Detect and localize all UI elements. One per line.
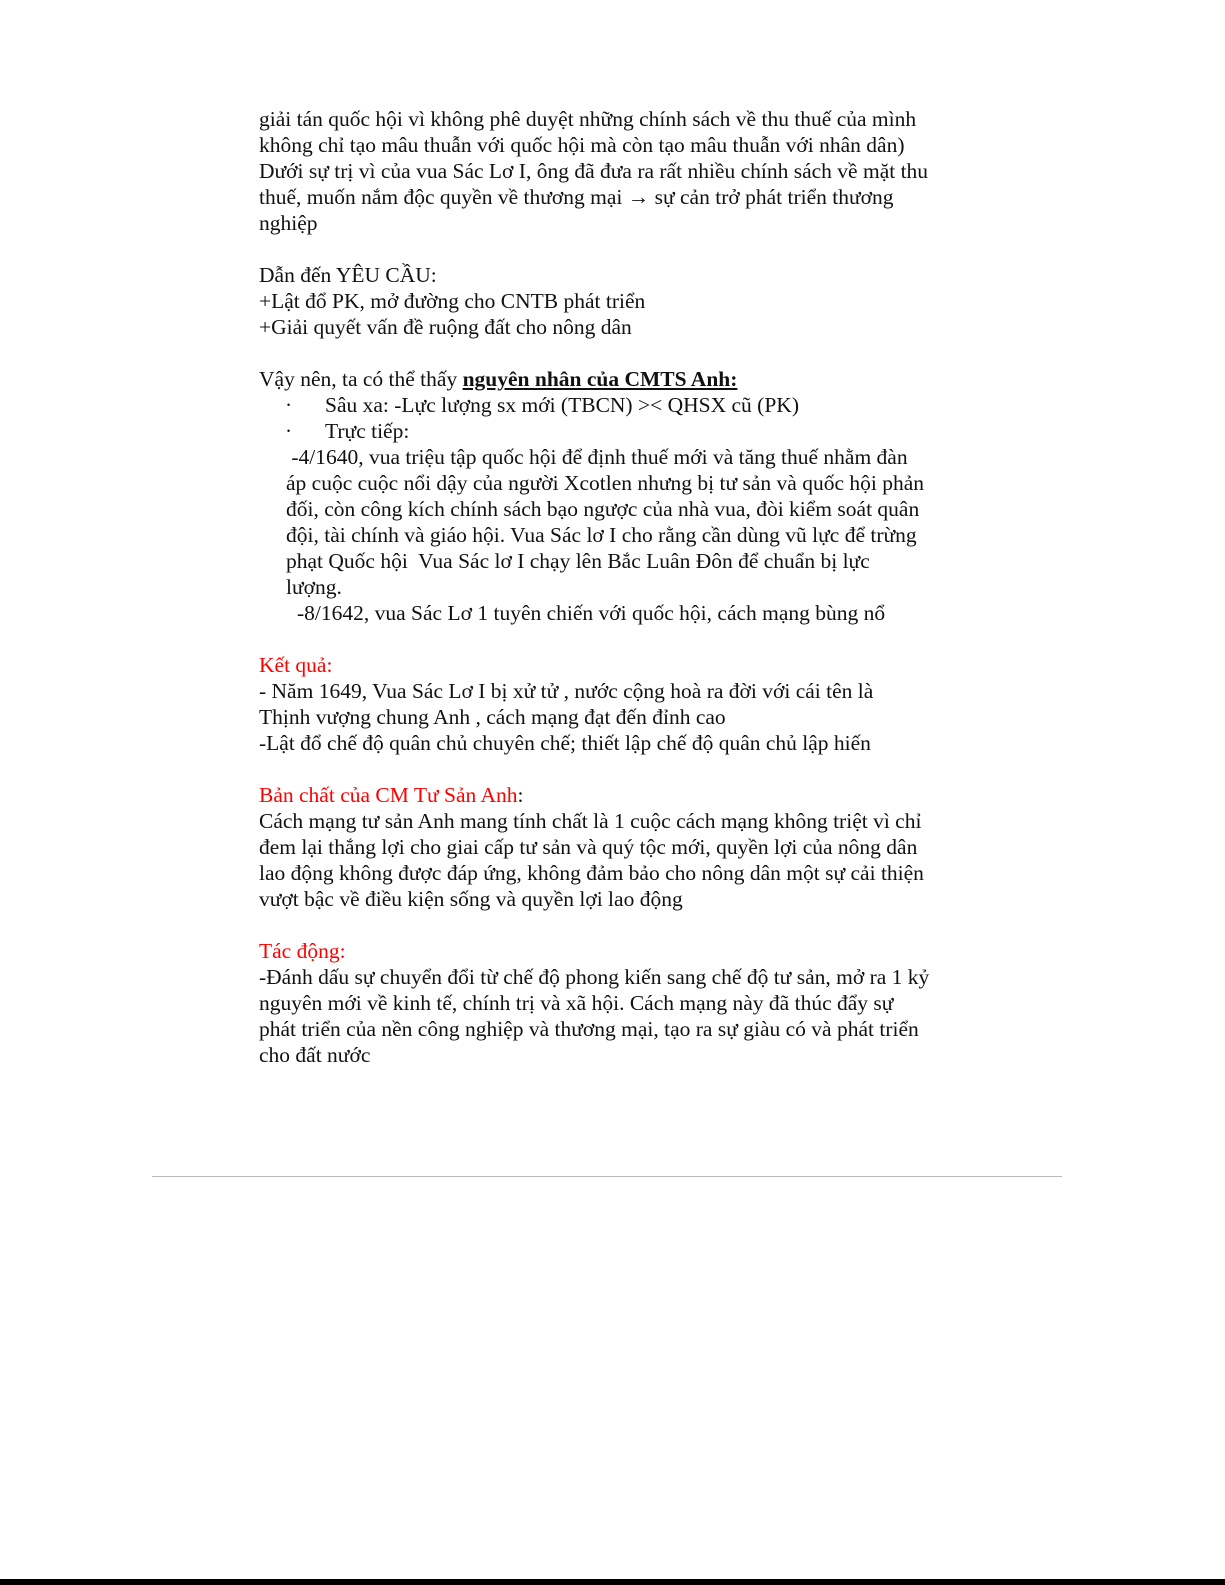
impact-section — [259, 938, 979, 1068]
nature-line: vượt bậc về điều kiện sống và quyền lợi lao động — [259, 887, 683, 911]
impact-heading: Tác động: — [259, 939, 346, 963]
results-section — [259, 652, 979, 756]
page-divider — [152, 1176, 1062, 1177]
war-declaration-line: -8/1642, vua Sác Lơ 1 tuyên chiến với quốc hội, cách mạng bùng nổ — [297, 601, 886, 625]
direct-cause-line: -4/1640, vua triệu tập quốc hội để định thuế mới và tăng thuế nhằm đàn — [286, 445, 908, 469]
direct-cause-line: đội, tài chính và giáo hội. Vua Sác lơ I cho rằng cần dùng vũ lực để trừng — [286, 523, 917, 547]
nature-line: Cách mạng tư sản Anh mang tính chất là 1 cuộc cách mạng không triệt vì chỉ — [259, 809, 922, 833]
requirement-item: +Lật đổ PK, mở đường cho CNTB phát triển — [259, 289, 646, 313]
direct-cause-line: lượng. — [286, 575, 342, 599]
direct-cause-line: áp cuộc cuộc nổi dậy của người Xcotlen nhưng bị tư sản và quốc hội phản — [286, 471, 925, 495]
nature-section — [259, 782, 979, 912]
result-line: Thịnh vượng chung Anh , cách mạng đạt đến đỉnh cao — [259, 705, 726, 729]
intro-line: giải tán quốc hội vì không phê duyệt những chính sách về thu thuế của mình — [259, 107, 917, 131]
cause-bullet-text: Trực tiếp: — [325, 419, 410, 443]
intro-section — [259, 106, 979, 236]
intro-line: nghiệp — [259, 211, 318, 235]
causes-emphasis: nguyên nhân của CMTS Anh: — [462, 367, 738, 391]
nature-colon: : — [517, 783, 524, 807]
nature-heading-line — [259, 782, 979, 808]
nature-line: lao động không được đáp ứng, không đảm bảo cho nông dân một sự cải thiện — [259, 861, 924, 885]
intro-line: Dưới sự trị vì của vua Sác Lơ I, ông đã đưa ra rất nhiều chính sách về mặt thu — [259, 159, 929, 183]
impact-line: nguyên mới về kinh tế, chính trị và xã hội. Cách mạng này đã thúc đẩy sự — [259, 991, 894, 1015]
bottom-border — [0, 1579, 1225, 1585]
result-line: - Năm 1649, Vua Sác Lơ I bị xử tử , nước cộng hoà ra đời với cái tên là — [259, 679, 874, 703]
results-heading: Kết quả: — [259, 653, 333, 677]
requirements-section — [259, 262, 979, 340]
document-page — [259, 106, 979, 1068]
impact-line: phát triển của nền công nghiệp và thương mại, tạo ra sự giàu có và phát triển — [259, 1017, 919, 1041]
impact-line: cho đất nước — [259, 1043, 371, 1067]
result-line: -Lật đổ chế độ quân chủ chuyên chế; thiết lập chế độ quân chủ lập hiến — [259, 731, 871, 755]
impact-line: -Đánh dấu sự chuyển đổi từ chế độ phong kiến sang chế độ tư sản, mở ra 1 kỷ — [259, 965, 930, 989]
nature-line: đem lại thắng lợi cho giai cấp tư sản và quý tộc mới, quyền lợi của nông dân — [259, 835, 918, 859]
direct-cause-line: phạt Quốc hội Vua Sác lơ I chạy lên Bắc Luân Đôn để chuẩn bị lực — [286, 549, 870, 573]
causes-lead: Vậy nên, ta có thể thấy — [259, 367, 463, 391]
cause-bullet — [259, 392, 979, 418]
requirements-heading: Dẫn đến YÊU CẦU: — [259, 263, 437, 287]
intro-line: không chỉ tạo mâu thuẫn với quốc hội mà còn tạo mâu thuẫn với nhân dân) — [259, 133, 905, 157]
causes-section — [259, 366, 979, 626]
bullet-dot: · — [285, 393, 293, 417]
direct-cause-line: đối, còn công kích chính sách bạo ngược của nhà vua, đòi kiểm soát quân — [286, 497, 920, 521]
nature-heading: Bản chất của CM Tư Sản Anh — [259, 783, 518, 807]
cause-bullet — [259, 418, 979, 444]
bullet-dot: · — [285, 419, 293, 443]
causes-heading — [259, 366, 979, 392]
cause-bullet-text: Sâu xa: -Lực lượng sx mới (TBCN) >< QHSX cũ (PK) — [325, 393, 799, 417]
intro-line: thuế, muốn nắm độc quyền về thương mại → sự cản trở phát triển thương — [259, 185, 894, 209]
requirement-item: +Giải quyết vấn đề ruộng đất cho nông dân — [259, 315, 632, 339]
